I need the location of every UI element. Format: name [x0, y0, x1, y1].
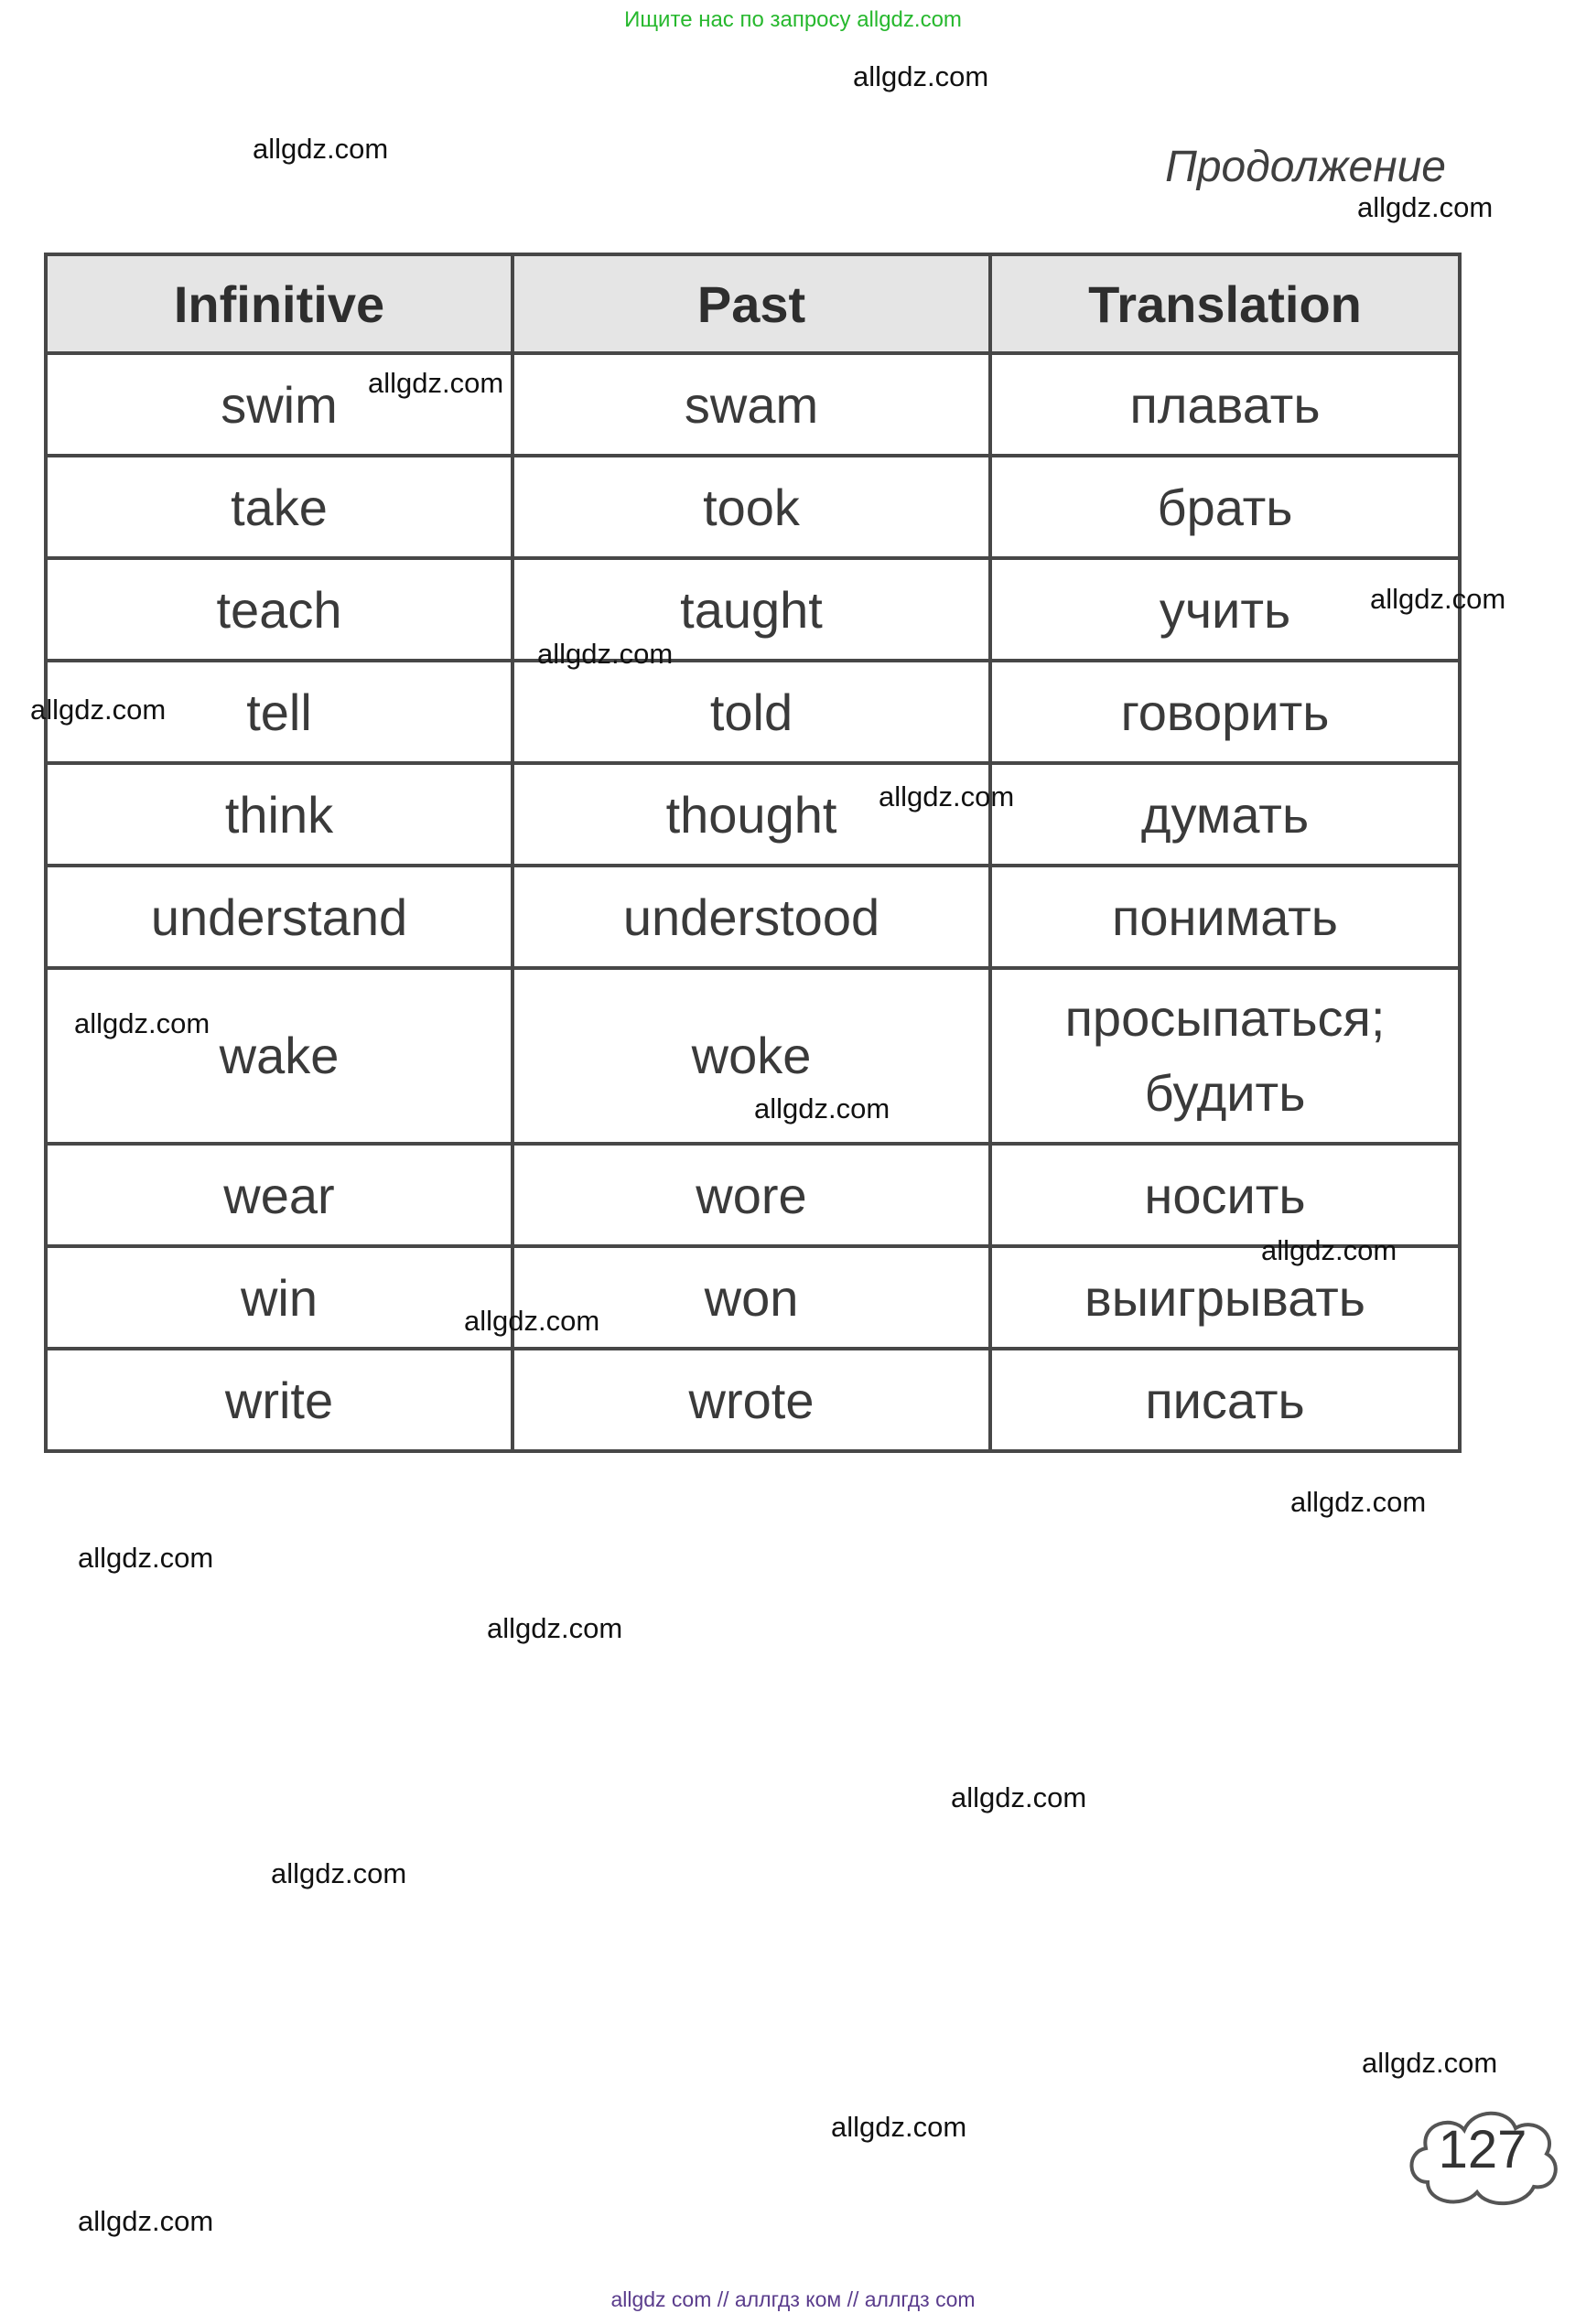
irregular-verbs-table: [44, 253, 1462, 1453]
cell-past: woke: [512, 968, 990, 1144]
cell-translation: плавать: [990, 353, 1460, 456]
watermark: allgdz.com: [537, 638, 674, 670]
cell-past: told: [512, 661, 990, 763]
table-row: [46, 558, 1460, 661]
cell-infinitive: wear: [46, 1144, 512, 1246]
watermark: allgdz.com: [1357, 191, 1494, 223]
cell-infinitive: take: [46, 456, 512, 558]
cell-translation: брать: [990, 456, 1460, 558]
cell-past: took: [512, 456, 990, 558]
cell-infinitive: win: [46, 1246, 512, 1349]
cell-translation: писать: [990, 1349, 1460, 1451]
cell-infinitive: tell: [46, 661, 512, 763]
watermark: allgdz.com: [853, 60, 989, 92]
table-row: [46, 661, 1460, 763]
table-row: [46, 968, 1460, 1144]
table-row: [46, 1144, 1460, 1246]
cell-past: wore: [512, 1144, 990, 1246]
watermark: allgdz.com: [30, 694, 167, 726]
cell-translation: думать: [990, 763, 1460, 866]
table-row: [46, 1246, 1460, 1349]
cell-past: wrote: [512, 1349, 990, 1451]
top-banner: Ищите нас по запросу allgdz.com: [624, 7, 962, 32]
watermark: allgdz.com: [74, 1007, 210, 1039]
watermark: allgdz.com: [253, 133, 389, 165]
page-number: 127: [1438, 2120, 1527, 2179]
watermark: allgdz.com: [951, 1781, 1087, 1813]
table-row: [46, 1349, 1460, 1451]
watermark: allgdz.com: [1362, 2047, 1498, 2079]
table-header-row: [46, 254, 1460, 353]
table-row: [46, 866, 1460, 968]
cell-past: taught: [512, 558, 990, 661]
watermark: allgdz.com: [1290, 1486, 1427, 1518]
cell-past: won: [512, 1246, 990, 1349]
header-past: Past: [512, 254, 990, 353]
footer-banner: allgdz com // аллгдз ком // аллгдз com: [610, 2287, 976, 2311]
watermark: allgdz.com: [464, 1305, 600, 1337]
cell-past: thought: [512, 763, 990, 866]
header-translation: Translation: [990, 254, 1460, 353]
watermark: allgdz.com: [1370, 583, 1506, 615]
watermark: allgdz.com: [78, 2205, 214, 2237]
watermark: allgdz.com: [754, 1092, 890, 1124]
cell-translation: говорить: [990, 661, 1460, 763]
cell-past: swam: [512, 353, 990, 456]
header-infinitive: Infinitive: [46, 254, 512, 353]
cell-translation: учить: [990, 558, 1460, 661]
watermark: allgdz.com: [368, 367, 504, 399]
cell-translation: носить: [990, 1144, 1460, 1246]
table-row: [46, 763, 1460, 866]
watermark: allgdz.com: [879, 780, 1015, 812]
table-row: [46, 456, 1460, 558]
cell-infinitive: swim: [46, 353, 512, 456]
watermark: allgdz.com: [831, 2111, 967, 2143]
cell-infinitive: think: [46, 763, 512, 866]
table-row: [46, 353, 1460, 456]
cell-infinitive: write: [46, 1349, 512, 1451]
cell-translation: выигрывать: [990, 1246, 1460, 1349]
cell-infinitive: understand: [46, 866, 512, 968]
watermark: allgdz.com: [271, 1857, 407, 1889]
cell-translation: понимать: [990, 866, 1460, 968]
watermark: allgdz.com: [1261, 1234, 1397, 1266]
watermark: allgdz.com: [487, 1612, 623, 1644]
cell-infinitive: teach: [46, 558, 512, 661]
cell-infinitive: wake: [46, 968, 512, 1144]
watermark: allgdz.com: [78, 1542, 214, 1574]
cell-past: understood: [512, 866, 990, 968]
continuation-label: Продолжение: [1165, 143, 1446, 191]
cell-translation: просыпаться; будить: [990, 968, 1460, 1144]
